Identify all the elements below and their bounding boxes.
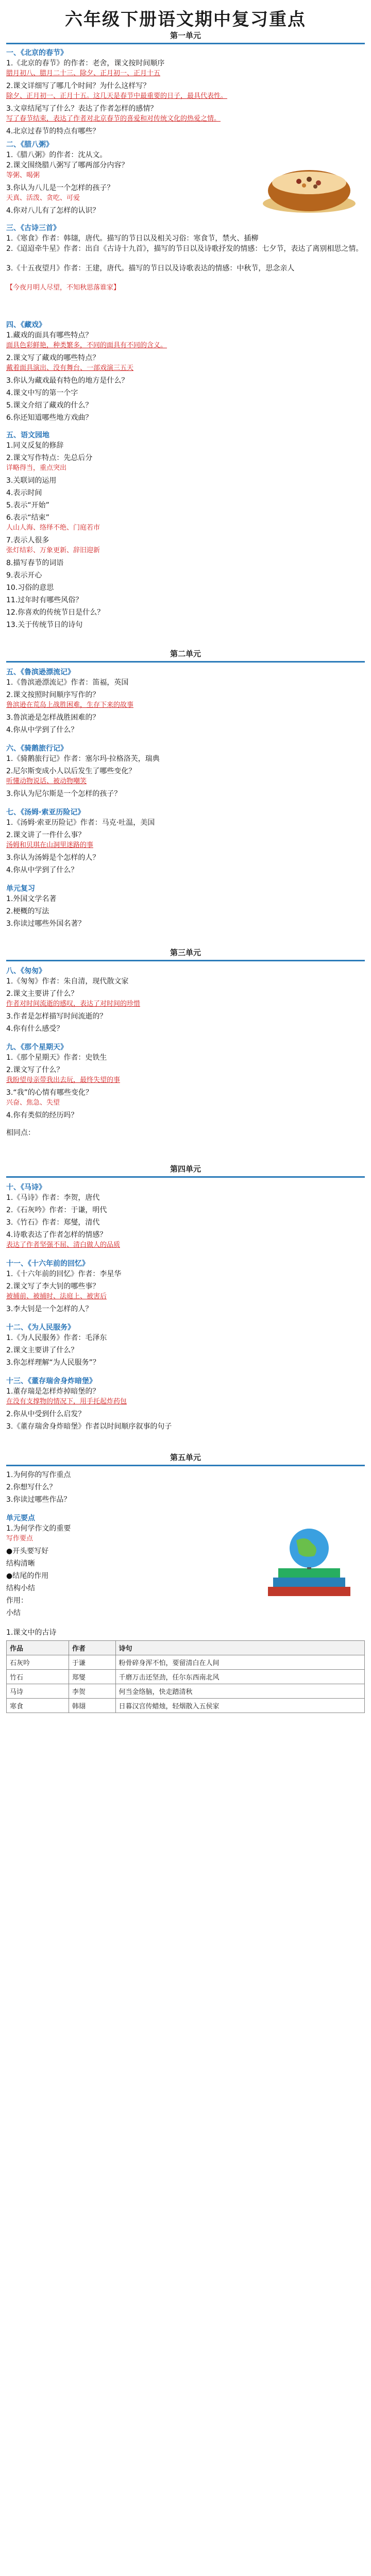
table-cell: 韩翃 [69,1699,115,1713]
poem-table [6,1640,365,1713]
lesson-title: 三、《古诗三首》 [6,224,60,232]
question: 1.《匆匆》作者：朱自清，现代散文家 [6,977,129,986]
question: 1.《北京的春节》的作者：老舍，课文按时间顺序 [6,59,165,67]
question: 4.你从中学到了什么？ [6,726,78,734]
question: 3.你认为藏戏最有特色的地方是什么？ [6,377,129,385]
table-caption: 1.课文中的古诗 [6,1629,57,1637]
answer: 表达了作者坚强不屈、清白做人的品质 [6,1241,121,1249]
question: 1.外国文学名著 [6,895,57,903]
question: 7.表示人很多 [6,536,49,545]
question: 2.梗概的写法 [6,907,49,916]
question: 3.《竹石》作者：郑燮，清代 [6,1218,100,1227]
answer: 戴着面具演出、没有舞台、一部戏演三五天 [6,364,134,372]
unit-header: 第五单元 [6,1453,365,1466]
answer: 详略得当，重点突出 [6,464,67,472]
question: 1.《那个星期天》作者：史铁生 [6,1054,107,1062]
answer: 【今夜月明人尽望，不知秋思落谁家】 [6,284,121,292]
question: 3.作者是怎样描写时间流逝的？ [6,1012,107,1021]
page-title: 六年级下册语文期中复习重点 [65,9,306,30]
question: ●结尾的作用 [6,1572,49,1580]
question: 4.你有什么感受？ [6,1025,64,1033]
table-cell: 寒食 [7,1699,69,1713]
question: 1.为何你的写作重点 [6,1471,71,1479]
question: 12.你喜欢的传统节日是什么？ [6,608,105,617]
question: 2.你想写什么？ [6,1483,57,1492]
question: 2.课文写了李大钊的哪些事？ [6,1282,100,1291]
question: 4.表示时间 [6,489,42,497]
question: 3.你认为汤姆是个怎样的人？ [6,854,100,862]
table-cell: 石灰吟 [7,1655,69,1670]
lesson-title: 十一、《十六年前的回忆》 [6,1260,89,1268]
question: 2.课文主要讲了什么？ [6,1346,78,1354]
question: 1.《鲁滨逊漂流记》作者：笛福，英国 [6,679,129,687]
answer: 被捕前、被捕时、法庭上、被害后 [6,1293,107,1300]
lesson-title: 七、《汤姆·索亚历险记》 [6,808,85,817]
question: 3.鲁滨逊是怎样战胜困难的？ [6,714,100,722]
label: 相同点： [6,1129,35,1137]
question: 2.《迢迢牵牛星》作者：出自《古诗十九首》，描写的节日以及诗歌抒发的情感：七夕节，表达了离别相思之情。 [6,245,363,253]
question: 1.《腊八粥》的作者：沈从文。 [6,151,107,159]
table-cell: 竹石 [7,1670,69,1684]
question: 1.《十六年前的回忆》作者：李星华 [6,1270,122,1278]
question: 小结 [6,1609,21,1617]
question: ●开头要写好 [6,1547,49,1555]
question: 作用： [6,1597,28,1605]
question: 2.课文讲了一件什么事？ [6,831,86,839]
lesson-title: 一、《北京的春节》 [6,49,68,57]
unit-header: 第四单元 [6,1164,365,1178]
table-cell: 千磨万击还坚劲，任尔东西南北风 [115,1670,364,1684]
answer: 张灯结彩、万象更新、辞旧迎新 [6,547,100,554]
table-header: 作品 [7,1641,69,1655]
table-cell: 于谦 [69,1655,115,1670]
lesson-title: 五、语文园地 [6,431,49,439]
table-cell: 日暮汉宫传蜡烛，轻烟散入五侯家 [115,1699,364,1713]
question: 1.《寒食》作者：韩翃，唐代。描写的节日以及相关习俗：寒食节，禁火、插柳 [6,234,259,243]
answer: 汤姆和贝琪在山洞里迷路的事 [6,841,94,849]
table-row [7,1655,365,1670]
answer: 听懂动物说话、被动物嘲笑 [6,777,87,785]
question: 结构清晰 [6,1560,35,1568]
table-header: 作者 [69,1641,115,1655]
question: 2.《石灰吟》作者：于谦，明代 [6,1206,107,1214]
table-row [7,1684,365,1699]
question: 3.你认为尼尔斯是一个怎样的孩子？ [6,790,122,798]
question: 3.你读过哪些作品？ [6,1496,71,1504]
question: 6.你还知道哪些地方戏曲？ [6,414,93,422]
question: 10.习俗的意思 [6,584,54,592]
lesson-title: 四、《藏戏》 [6,321,46,329]
question: 3.“我”的心情有哪些变化？ [6,1089,93,1097]
table-cell: 粉骨碎身浑不怕，要留清白在人间 [115,1655,364,1670]
question: 2.你从中受到什么启发？ [6,1410,86,1418]
question: 2.课文按照时间顺序写作的？ [6,691,100,699]
answer: 除夕、正月初一、正月十五。这几天是春节中最重要的日子，最具代表性。 [6,92,228,100]
answer: 写作要点 [6,1535,33,1543]
lesson-title: 二、《腊八粥》 [6,141,53,149]
table-cell: 郑燮 [69,1670,115,1684]
question: 1.同义反复的修辞 [6,442,64,450]
question: 2.课文写了什么？ [6,1066,64,1074]
question: 1.《汤姆·索亚历险记》作者：马克·吐温，美国 [6,819,155,827]
question: 结构小结 [6,1584,35,1592]
lesson-title: 单元复习 [6,885,35,893]
question: 2.课文写了藏戏的哪些特点？ [6,354,100,362]
lesson-title: 十三、《董存瑞舍身炸暗堡》 [6,1377,96,1385]
answer: 鲁滨逊在荒岛上战胜困难，生存下来的故事 [6,701,134,709]
question: 3.你读过哪些外国名著？ [6,920,86,928]
lesson-title: 六、《骑鹅旅行记》 [6,744,68,753]
table-cell: 马诗 [7,1684,69,1699]
lesson-title: 十、《马诗》 [6,1183,46,1192]
answer: 兴奋、焦急、失望 [6,1099,60,1107]
question: 1.董存瑞是怎样炸掉暗堡的？ [6,1387,100,1396]
table-row [7,1699,365,1713]
unit-header: 第二单元 [6,649,365,663]
question: 4.北京过春节的特点有哪些？ [6,127,100,135]
answer: 人山人海、络绎不绝、门庭若市 [6,524,100,532]
question: 4.你对八儿有了怎样的认识？ [6,207,100,215]
question: 3.关联词的运用 [6,477,57,485]
answer: 面具色彩鲜艳，种类繁多，不同的面具有不同的含义。 [6,342,167,349]
question: 8.描写春节的词语 [6,559,64,567]
question: 1.《为人民服务》作者：毛泽东 [6,1334,107,1342]
question: 3.你认为八儿是一个怎样的孩子？ [6,184,114,192]
question: 3.《十五夜望月》作者：王建，唐代。描写的节日以及诗歌表达的情感：中秋节，思念亲人 [6,264,295,273]
question: 2.尼尔斯变成小人以后发生了哪些变化？ [6,767,136,775]
question: 3.你怎样理解“为人民服务”？ [6,1359,100,1367]
question: 2.课文主要讲了什么？ [6,990,78,998]
question: 4.诗歌表达了作者怎样的情感？ [6,1231,107,1239]
question: 5.课文介绍了藏戏的什么？ [6,401,93,410]
table-row [7,1670,365,1684]
question: 9.表示开心 [6,571,42,580]
question: 2.课文围绕腊八粥写了哪两部分内容？ [6,161,129,170]
question: 1.《马诗》作者：李贺，唐代 [6,1194,100,1202]
question: 1.为何学作文的重要 [6,1524,71,1533]
question: 3.《董存瑞舍身炸暗堡》作者以时间顺序叙事的句子 [6,1422,172,1431]
unit-header: 第三单元 [6,948,365,961]
answer: 写了春节结束，表达了作者对北京春节的喜爱和对传统文化的热爱之情。 [6,115,221,123]
question: 2.课文详细写了哪几个时间？为什么这样写？ [6,82,150,90]
answer: 等粥、喝粥 [6,172,40,179]
question: 5.表示“开始” [6,501,49,510]
question: 11.过年时有哪些风俗？ [6,596,83,604]
question: 4.你从中学到了什么？ [6,866,78,874]
lesson-title: 九、《那个星期天》 [6,1043,68,1052]
lesson-title: 八、《匆匆》 [6,967,46,975]
answer: 我盼望母亲带我出去玩，最终失望的事 [6,1076,121,1084]
unit-header: 第一单元 [6,31,365,44]
answer: 作者对时间流逝的感叹，表达了对时间的珍惜 [6,1000,141,1008]
question: 4.你有类似的经历吗？ [6,1111,78,1120]
question: 1.藏戏的面具有哪些特点？ [6,331,93,340]
question: 3.李大钊是一个怎样的人？ [6,1305,93,1313]
lesson-title: 五、《鲁滨逊漂流记》 [6,668,75,676]
answer: 在没有支撑物的情况下，用手托起炸药包 [6,1398,127,1405]
lesson-title: 单元要点 [6,1514,35,1522]
porridge-image [258,155,361,216]
question: 13.关于传统节日的诗句 [6,621,83,629]
table-cell: 何当金络脑，快走踏清秋 [115,1684,364,1699]
question: 1.《骑鹅旅行记》作者：塞尔玛·拉格洛芙，瑞典 [6,755,160,763]
question: 4.课文中写的第一个字 [6,389,78,397]
globe-books-image [258,1525,361,1613]
table-cell: 李贺 [69,1684,115,1699]
answer: 天真、活泼、贪吃、可爱 [6,194,80,202]
answer: 腊月初八、腊月二十三、除夕、正月初一、正月十五 [6,70,161,77]
lesson-title: 十二、《为人民服务》 [6,1324,75,1332]
table-header: 诗句 [115,1641,364,1655]
question: 6.表示“结束” [6,514,49,522]
question: 3.文章结尾写了什么？表达了作者怎样的感情？ [6,105,158,113]
question: 2.课文写作特点：先总后分 [6,454,93,462]
